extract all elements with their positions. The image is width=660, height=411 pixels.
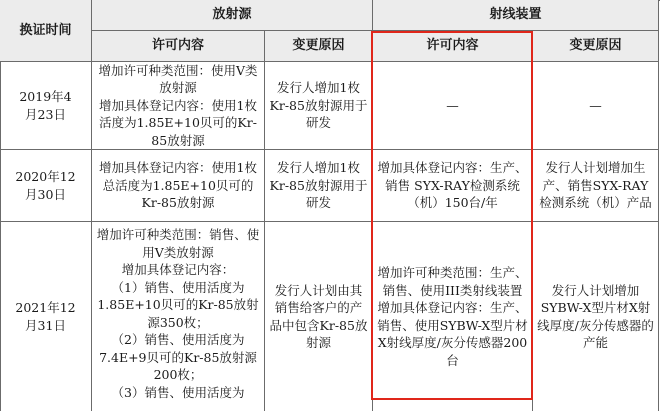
table-row-2-source-reason bbox=[265, 150, 373, 222]
row-device-reason-text: — bbox=[589, 97, 602, 113]
table-row-1-device-reason bbox=[533, 62, 659, 150]
header-source-content-label: 许可内容 bbox=[151, 38, 204, 54]
row-device-reason-text: 发行人计划增加SYBW-X型片材X射线厚度/灰分传感器的产能 bbox=[537, 282, 654, 350]
row-date-text: 2021年12月31日 bbox=[15, 300, 76, 333]
header-device-reason bbox=[533, 31, 659, 62]
table-row-3-date bbox=[0, 222, 92, 411]
table-row-2-device-content bbox=[373, 150, 533, 222]
row-device-content-text: — bbox=[446, 97, 459, 113]
header-ray-device-label: 射线装置 bbox=[489, 7, 542, 23]
table-row-3-device-content bbox=[373, 222, 533, 411]
header-device-content bbox=[373, 31, 533, 62]
table-row-2-date bbox=[0, 150, 92, 222]
header-source-reason bbox=[265, 31, 373, 62]
row-source-content-text: 增加许可种类范围：销售、使用V类放射源 增加具体登记内容： （1）销售、使用活度为1.85E+10贝可的Kr-85放射源350枚； （2）销售、使用活度为7.4E+9贝可的Kr-85放射源200枚； （3）销售、使用活度为 bbox=[96, 227, 260, 400]
table-row-3-source-reason bbox=[265, 222, 373, 411]
header-source-content bbox=[92, 31, 265, 62]
header-date-label: 换证时间 bbox=[19, 22, 72, 38]
table-row-1-source-reason bbox=[265, 62, 373, 150]
table-row-1-date bbox=[0, 62, 92, 150]
table-row-1-source-content bbox=[92, 62, 265, 150]
table-row-2-source-content bbox=[92, 150, 265, 222]
header-source-reason-label: 变更原因 bbox=[292, 38, 345, 54]
header-ray-device bbox=[373, 0, 659, 31]
row-source-reason-text: 发行人增加1枚Kr-85放射源用于研发 bbox=[269, 160, 368, 211]
row-date-text: 2019年4月23日 bbox=[19, 89, 72, 122]
header-device-reason-label: 变更原因 bbox=[569, 38, 622, 54]
header-radiation-source-label: 放射源 bbox=[212, 7, 252, 23]
table-row-3-source-content bbox=[92, 222, 265, 411]
header-radiation-source bbox=[92, 0, 373, 31]
row-source-content-text: 增加具体登记内容：使用1枚总活度为1.85E+10贝可的Kr-85放射源 bbox=[99, 160, 257, 211]
row-date-text: 2020年12月30日 bbox=[15, 169, 76, 202]
header-date bbox=[0, 0, 92, 62]
table-row-2-device-reason bbox=[533, 150, 659, 222]
row-device-reason-text: 发行人计划增加生产、销售SYX-RAY检测系统（机）产品 bbox=[539, 160, 652, 211]
row-source-reason-text: 发行人计划由其销售给客户的产品中包含Kr-85放射源 bbox=[269, 282, 368, 350]
row-source-content-text: 增加许可种类范围：使用V类放射源 增加具体登记内容：使用1枚活度为1.85E+10贝可的Kr-85放射源 bbox=[98, 62, 258, 148]
header-device-content-label: 许可内容 bbox=[426, 38, 479, 54]
table-row-3-device-reason bbox=[533, 222, 659, 411]
table-row-1-device-content bbox=[373, 62, 533, 150]
row-device-content-text: 增加具体登记内容：生产、销售 SYX-RAY检测系统（机）150台/年 bbox=[377, 160, 528, 211]
row-source-reason-text: 发行人增加1枚Kr-85放射源用于研发 bbox=[269, 80, 368, 131]
row-device-content-text: 增加许可种类范围：生产、销售、使用III类射线装置 增加具体登记内容：生产、销售、使用SYBW-X型片材X射线厚度/灰分传感器200台 bbox=[377, 265, 528, 368]
